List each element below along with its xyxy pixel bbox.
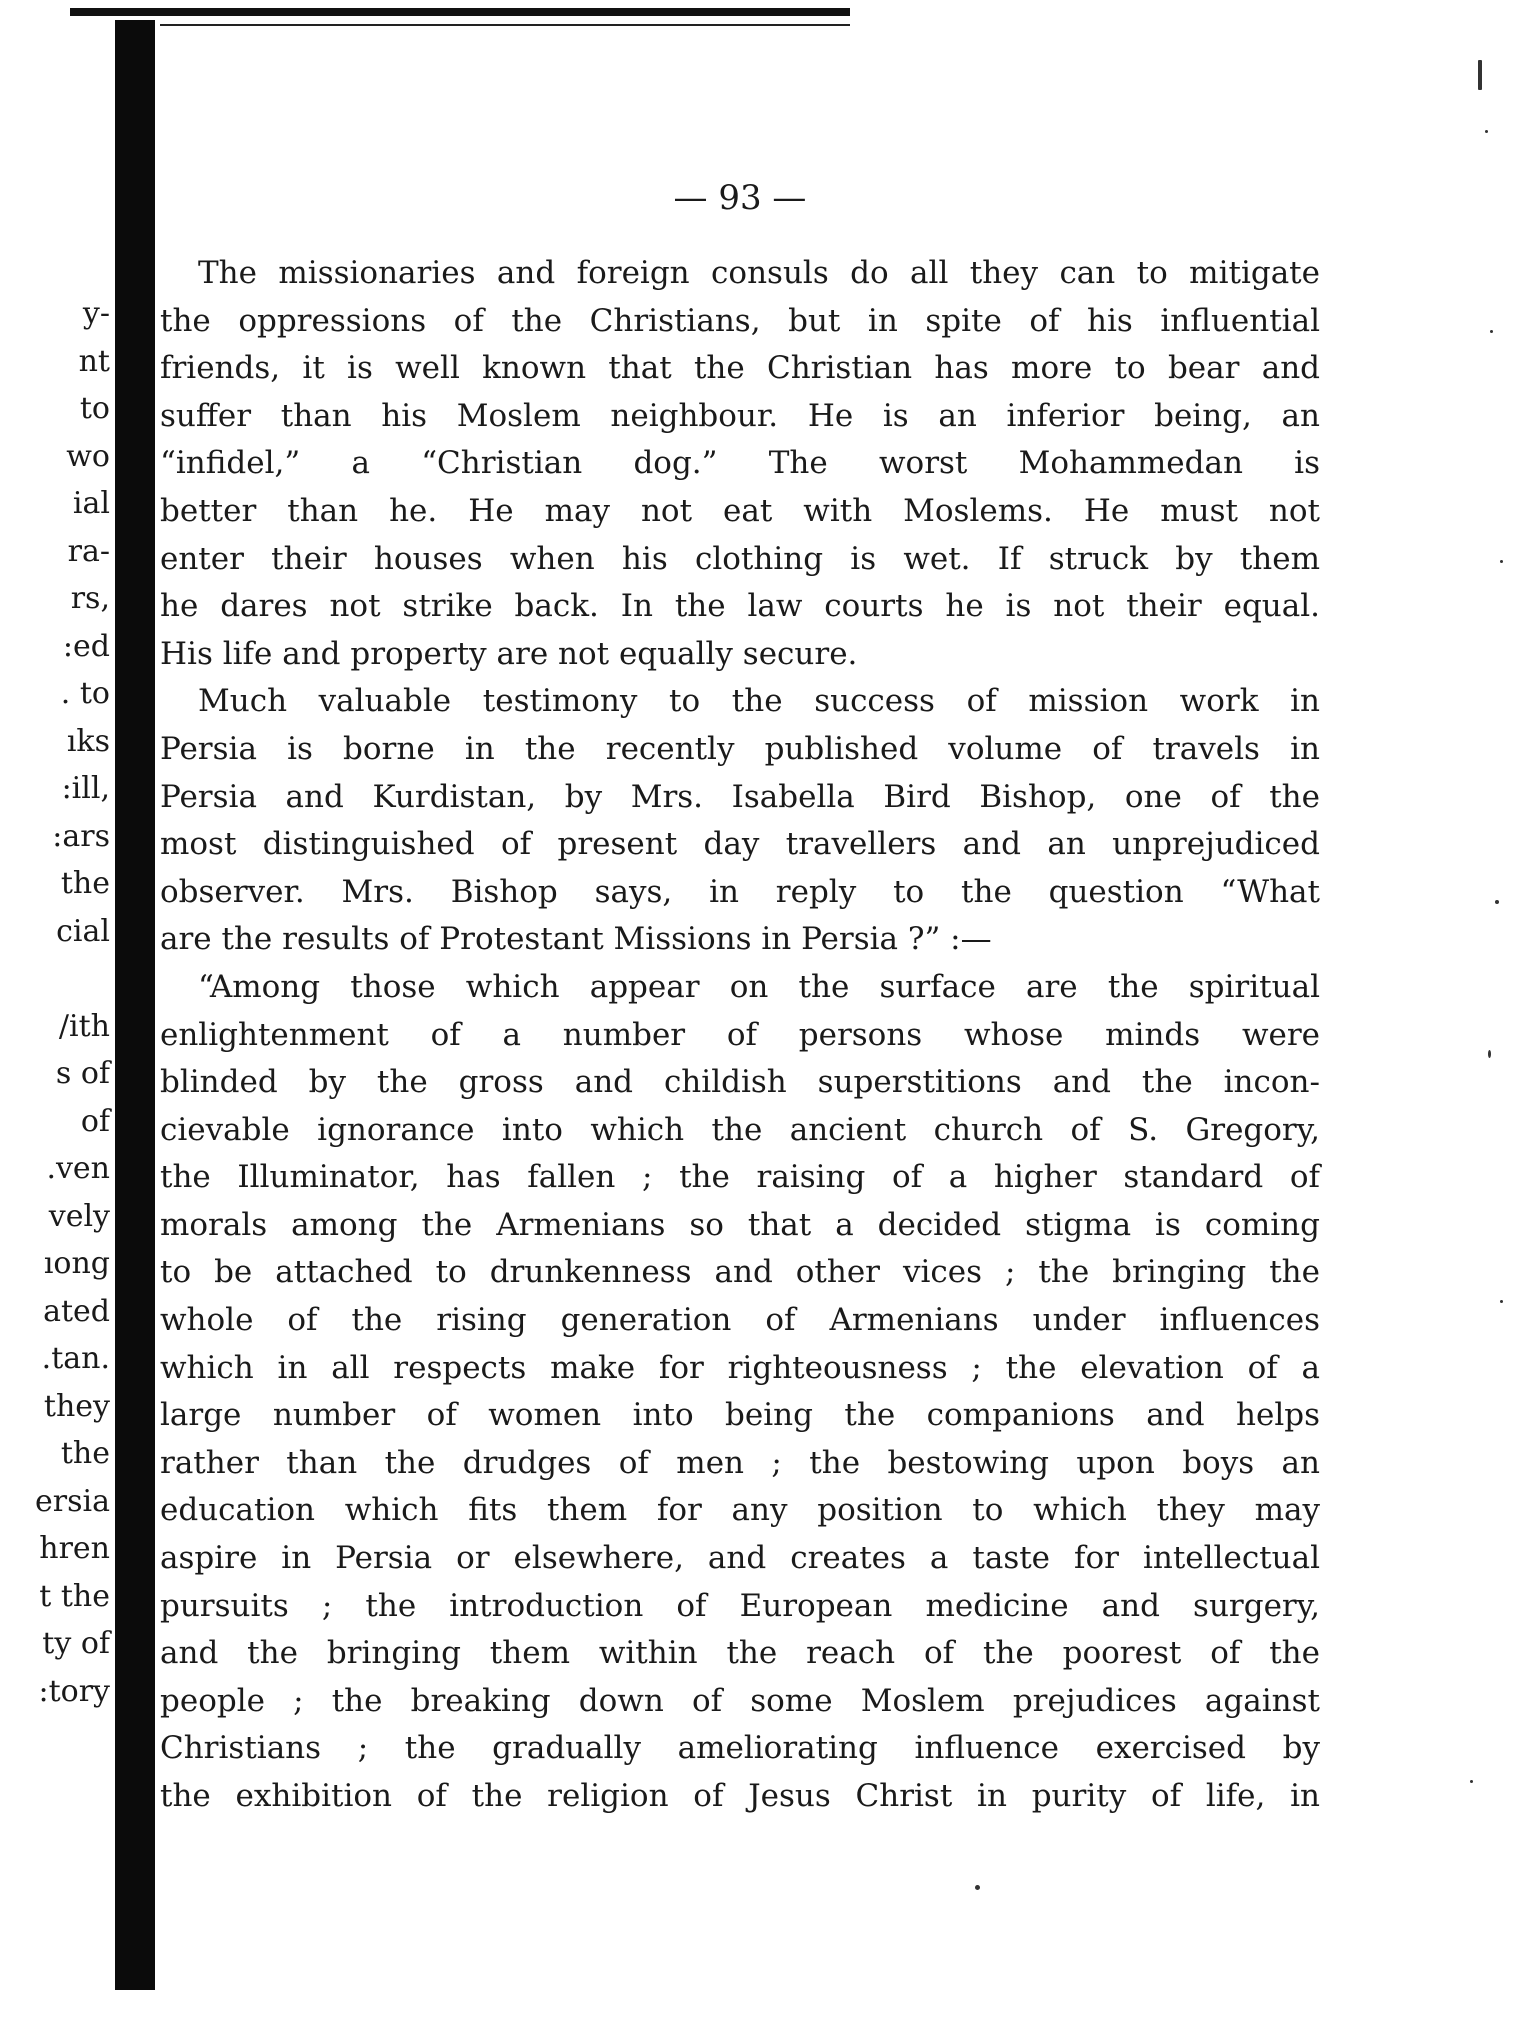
text-line: most distinguished of present day travellers and an unprejudiced xyxy=(160,826,1320,863)
text-line: Persia is borne in the recently published volume of travels in xyxy=(160,730,1320,767)
text-line: aspire in Persia or elsewhere, and creates a taste for intellectual xyxy=(160,1540,1320,1577)
fragment-line: ersia xyxy=(35,1483,110,1519)
text-line: and the bringing them within the reach of the poorest of the xyxy=(160,1635,1320,1672)
fragment-line: ıks xyxy=(66,723,110,759)
fragment-line: the xyxy=(60,866,110,901)
fragment-line: hren xyxy=(39,1531,110,1566)
text-line: Christians ; the gradually ameliorating influence exercised by xyxy=(160,1730,1320,1767)
scan-speck xyxy=(1478,60,1482,90)
fragment-line: :tory xyxy=(38,1673,110,1709)
fragment-line: ıong xyxy=(43,1246,110,1281)
fragment-line: nt xyxy=(78,343,110,379)
scan-speck xyxy=(1500,560,1503,563)
text-line: enlightenment of a number of persons whose minds were xyxy=(160,1016,1320,1053)
fragment-line: cial xyxy=(56,913,110,949)
page-number: — 93 — xyxy=(673,178,807,218)
text-line: “Among those which appear on the surface are the spiritual xyxy=(198,968,1320,1005)
text-line: pursuits ; the introduction of European medicine and surgery, xyxy=(160,1587,1320,1624)
text-line: the exhibition of the religion of Jesus Christ in purity of life, in xyxy=(160,1778,1320,1814)
fragment-line: ty of xyxy=(42,1626,110,1661)
text-line: large number of women into being the companions and helps xyxy=(160,1397,1320,1434)
scan-speck xyxy=(1500,1300,1503,1303)
text-line: The missionaries and foreign consuls do all they can to mitigate xyxy=(198,255,1320,291)
binding-gutter xyxy=(115,20,155,1990)
fragment-line: :ars xyxy=(52,818,110,854)
fragment-line: ra- xyxy=(67,533,110,569)
fragment-line: . to xyxy=(60,676,110,711)
text-line: Persia and Kurdistan, by Mrs. Isabella Bird Bishop, one of the xyxy=(160,778,1320,815)
fragment-line: s of xyxy=(55,1056,110,1091)
paragraph-1 xyxy=(160,250,1320,678)
text-line: to be attached to drunkenness and other vices ; the bringing the xyxy=(160,1254,1320,1291)
fragment-line: wo xyxy=(66,438,110,474)
fragment-line: y- xyxy=(82,296,110,331)
text-line: whole of the rising generation of Armenians under influences xyxy=(160,1302,1320,1339)
text-line: “infidel,” a “Christian dog.” The worst Mohammedan is xyxy=(160,445,1320,482)
text-line: observer. Mrs. Bishop says, in reply to the question “What xyxy=(160,873,1320,910)
text-line: people ; the breaking down of some Moslem prejudices against xyxy=(160,1682,1320,1719)
fragment-line: of xyxy=(80,1103,110,1139)
scan-speck xyxy=(1470,1780,1473,1783)
scan-speck xyxy=(975,1885,980,1890)
fragment-line: vely xyxy=(48,1198,110,1234)
fragment-line: /ith xyxy=(58,1008,110,1044)
scan-speck xyxy=(1485,130,1488,133)
fragment-line: :ill, xyxy=(61,771,110,806)
text-line: cievable ignorance into which the ancient church of S. Gregory, xyxy=(160,1111,1320,1148)
fragment-line: t the xyxy=(39,1578,110,1614)
text-line: Much valuable testimony to the success of mission work in xyxy=(198,683,1320,720)
fragment-line: they xyxy=(43,1388,110,1424)
text-line: are the results of Protestant Missions in Persia ?” :— xyxy=(160,921,992,958)
text-line: morals among the Armenians so that a decided stigma is coming xyxy=(160,1206,1320,1243)
text-line: His life and property are not equally secure. xyxy=(160,635,858,672)
fragment-line: .ven xyxy=(46,1151,110,1186)
paragraph-3-quotation xyxy=(160,964,1320,1821)
body-text xyxy=(160,250,1320,1821)
text-line: he dares not strike back. In the law courts he is not their equal. xyxy=(160,588,1320,625)
text-line: enter their houses when his clothing is wet. If struck by them xyxy=(160,540,1320,577)
text-line: better than he. He may not eat with Moslems. He must not xyxy=(160,492,1320,529)
fragment-line: :ed xyxy=(62,628,110,664)
text-line: the Illuminator, has fallen ; the raising of a higher standard of xyxy=(160,1159,1320,1196)
fragment-line: rs, xyxy=(70,581,110,616)
facing-page-fragments xyxy=(30,290,110,1715)
fragment-line: ial xyxy=(72,486,110,521)
top-border-rule xyxy=(70,8,850,16)
text-line: blinded by the gross and childish superstitions and the incon- xyxy=(160,1064,1320,1101)
text-line: rather than the drudges of men ; the bestowing upon boys an xyxy=(160,1444,1320,1481)
scan-speck xyxy=(1495,900,1499,904)
text-line: suffer than his Moslem neighbour. He is an inferior being, an xyxy=(160,397,1320,434)
text-line: friends, it is well known that the Christian has more to bear and xyxy=(160,350,1320,387)
fragment-line: .tan. xyxy=(41,1341,110,1376)
paragraph-2 xyxy=(160,678,1320,964)
fragment-line: ated xyxy=(43,1293,110,1329)
fragment-line: the xyxy=(60,1436,110,1471)
scan-speck xyxy=(1488,1050,1491,1058)
fragment-line xyxy=(30,955,110,1003)
text-line: the oppressions of the Christians, but in spite of his influential xyxy=(160,302,1320,339)
scan-speck xyxy=(1490,330,1493,333)
text-line: education which fits them for any position to which they may xyxy=(160,1492,1320,1529)
top-thin-rule xyxy=(160,24,850,26)
text-line: which in all respects make for righteousness ; the elevation of a xyxy=(160,1349,1320,1386)
fragment-line: to xyxy=(79,391,110,426)
